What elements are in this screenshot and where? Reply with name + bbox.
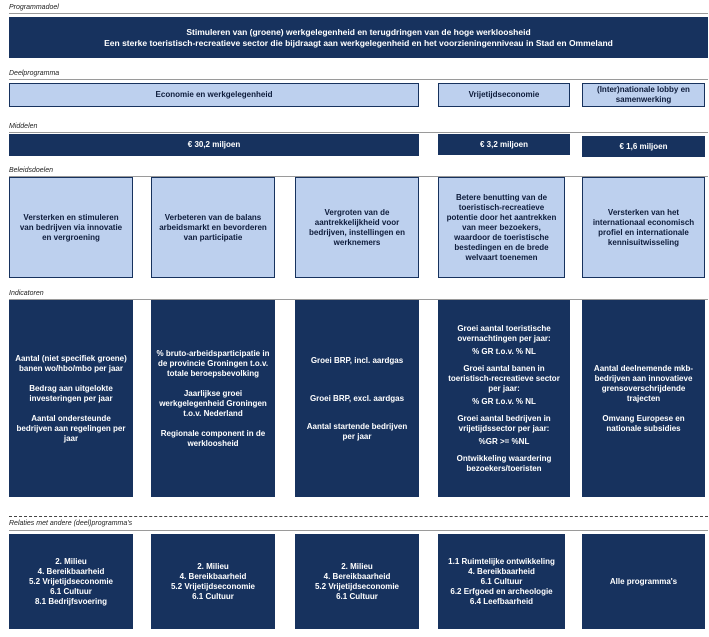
- middelen-economie-amount: € 30,2 miljoen: [187, 140, 241, 149]
- relatie-item: 5.2 Vrijetijdseconomie: [314, 581, 400, 591]
- label-deelprogramma: Deelprogramma: [9, 70, 60, 77]
- rule-deelprogramma: [9, 79, 708, 80]
- deelprogramma-economie: [9, 83, 419, 107]
- beleidsdoel-3: [295, 177, 419, 278]
- rule-programmadoel: [9, 13, 708, 14]
- beleidsdoel-1-text: Versterken en stimuleren van bedrijven via innovatie en vergroening: [19, 212, 123, 242]
- relatie-item: 6.1 Cultuur: [192, 591, 234, 601]
- indicatoren-2: [151, 300, 275, 497]
- relatie-item: 6.4 Leefbaarheid: [469, 596, 534, 606]
- relatie-item: 2. Milieu: [55, 556, 87, 566]
- relatie-item: 4. Bereikbaarheid: [468, 566, 535, 576]
- indicator-item: Bedrag aan uitgelokte investeringen per jaar: [29, 383, 113, 403]
- deelprogramma-vrijetijd-label: Vrijetijdseconomie: [468, 90, 540, 99]
- indicator-item: Aantal startende bedrijven per jaar: [306, 421, 408, 441]
- relatie-item: 6.1 Cultuur: [50, 586, 92, 596]
- programmadoel-line1: Stimuleren van (groene) werkgelegenheid en terugdringen van de hoge werkloosheid: [186, 26, 531, 37]
- indicatoren-4: [438, 300, 570, 497]
- indicatoren-3: [295, 300, 419, 497]
- indicator-item: Jaarlijkse groei werkgelegenheid Groningen t.o.v. Nederland: [159, 388, 267, 418]
- relaties-5: [582, 534, 705, 629]
- beleidsdoel-4: [438, 177, 565, 278]
- indicator-item: Aantal deelnemende mkb-bedrijven aan innovatieve grensoverschrijdende trajecten: [593, 363, 694, 403]
- indicator-item: Groei aantal bedrijven in vrijetijdssector per jaar:: [457, 413, 551, 433]
- relatie-item: 2. Milieu: [197, 561, 229, 571]
- programmadoel-box: [9, 17, 708, 58]
- deelprogramma-lobby-label: (Inter)nationale lobby en samenwerking: [597, 85, 690, 104]
- relatie-item: 4. Bereikbaarheid: [37, 566, 105, 576]
- relatie-item: 6.1 Cultuur: [480, 576, 523, 586]
- indicatoren-1: [9, 300, 133, 497]
- label-beleidsdoelen: Beleidsdoelen: [9, 167, 53, 174]
- rule-relaties: [9, 530, 708, 531]
- relaties-2: [151, 534, 275, 629]
- beleidsdoel-3-text: Vergroten van de aantrekkelijkheid voor bedrijven, instellingen en werknemers: [308, 207, 406, 247]
- relaties-4: [438, 534, 565, 629]
- relatie-item: 5.2 Vrijetijdseconomie: [170, 581, 256, 591]
- relatie-item: 4. Bereikbaarheid: [323, 571, 391, 581]
- middelen-vrijetijd: [438, 134, 570, 155]
- relaties-3: [295, 534, 419, 629]
- indicatoren-5: [582, 300, 705, 497]
- indicator-item: Groei BRP, incl. aardgas: [310, 355, 404, 365]
- relatie-item: 1.1 Ruimtelijke ontwikkeling: [448, 556, 555, 566]
- beleidsdoel-2: [151, 177, 275, 278]
- relatie-item: 6.1 Cultuur: [336, 591, 378, 601]
- beleidsdoel-5-text: Versterken van het internationaal economisch profiel en internationale kennisuitwisseling: [592, 207, 695, 247]
- indicator-item: Aantal ondersteunde bedrijven aan regelingen per jaar: [16, 413, 126, 443]
- indicator-item: Ontwikkeling waardering bezoekers/toeristen: [456, 453, 552, 473]
- indicator-item: Groei aantal banen in toeristisch-recreatieve sector per jaar:: [448, 363, 560, 393]
- relatie-item: 5.2 Vrijetijdseconomie: [28, 576, 114, 586]
- relatie-item: 2. Milieu: [341, 561, 373, 571]
- deelprogramma-economie-label: Economie en werkgelegenheid: [155, 90, 273, 99]
- middelen-lobby: [582, 136, 705, 157]
- programmadoel-line2: Een sterke toeristisch-recreatieve sector die bijdraagt aan werkgelegenheid en het voorzieningenniveau in Stad en Ommeland: [104, 37, 613, 48]
- dashed-separator: [9, 516, 708, 517]
- relatie-item: 6.2 Erfgoed en archeologie: [450, 586, 553, 596]
- beleidsdoel-1: [9, 177, 133, 278]
- indicator-item: % bruto-arbeidsparticipatie in de provincie Groningen t.o.v. totale beroepsbevolking: [156, 348, 270, 378]
- deelprogramma-lobby: [582, 83, 705, 107]
- indicator-item: Omvang Europese en nationale subsidies: [602, 413, 685, 433]
- beleidsdoel-4-text: Betere benutting van de toeristisch-recreatieve potentie door het aantrekken van meer bezoekers, waardoor de toeristische bestedingen en de brede welvaart toenemen: [446, 192, 557, 262]
- middelen-lobby-amount: € 1,6 miljoen: [619, 141, 668, 151]
- label-indicatoren: Indicatoren: [9, 290, 44, 297]
- label-relaties: Relaties met andere (deel)programma's: [9, 520, 133, 527]
- indicator-item: Aantal (niet specifiek groene) banen wo/hbo/mbo per jaar: [15, 353, 127, 373]
- deelprogramma-vrijetijd: [438, 83, 570, 107]
- relatie-item: 8.1 Bedrijfsvoering: [34, 596, 108, 606]
- relatie-item: 4. Bereikbaarheid: [179, 571, 247, 581]
- indicator-item: Groei aantal toeristische overnachtingen per jaar:: [457, 323, 551, 343]
- indicator-item: Groei BRP, excl. aardgas: [309, 393, 405, 403]
- beleidsdoel-5: [582, 177, 705, 278]
- indicator-item: % GR t.o.v. % NL: [472, 396, 536, 406]
- relatie-item: Alle programma's: [609, 576, 678, 586]
- label-middelen: Middelen: [9, 123, 38, 130]
- middelen-economie: [9, 134, 419, 156]
- middelen-vrijetijd-amount: € 3,2 miljoen: [479, 139, 529, 149]
- indicator-item: % GR t.o.v. % NL: [472, 346, 536, 356]
- indicator-item: %GR >= %NL: [478, 436, 530, 446]
- rule-middelen: [9, 132, 708, 133]
- label-programmadoel: Programmadoel: [9, 4, 59, 11]
- relaties-1: [9, 534, 133, 629]
- beleidsdoel-2-text: Verbeteren van de balans arbeidsmarkt en bevorderen van participatie: [159, 212, 267, 242]
- indicator-item: Regionale component in de werkloosheid: [160, 428, 266, 448]
